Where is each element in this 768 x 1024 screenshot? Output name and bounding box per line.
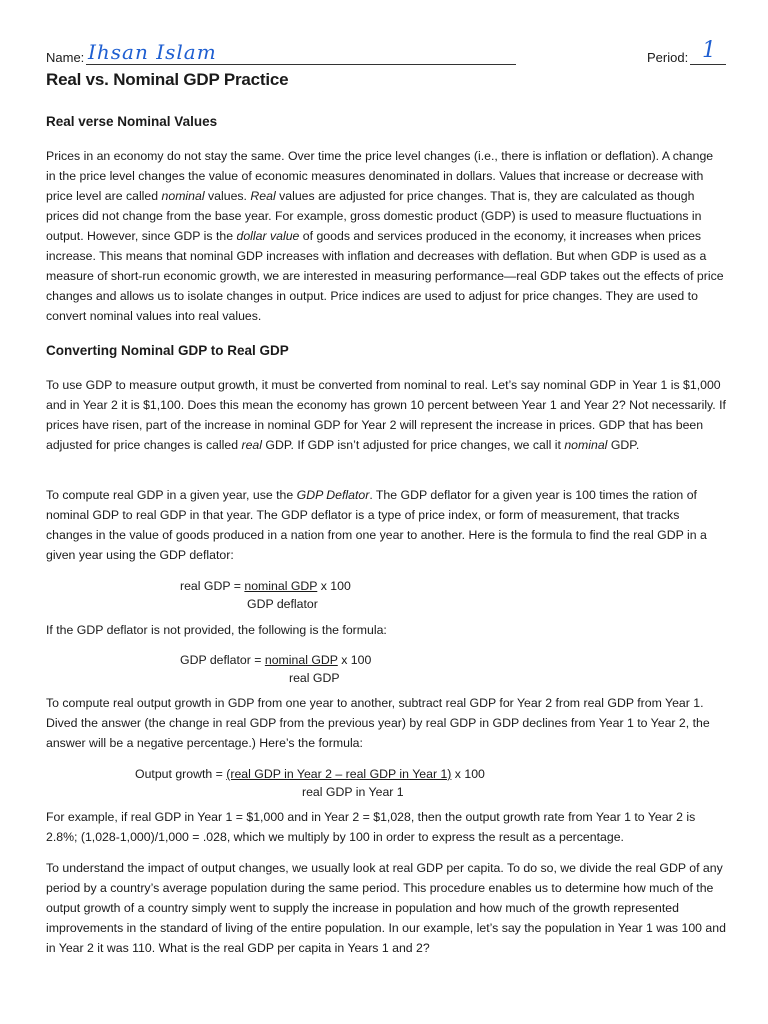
section2-paragraph-6: To understand the impact of output changes, we usually look at real GDP per capita. To do so, we divide the real GDP of any period by a country’s average population during the same period. This procedure enables us to determine how much of the output growth of a country simply went to supply the increase in population and how much of the growth represented improvements in the standard of living of the entire population. In our example, let’s say the population in Year 1 was 100 and in Year 2 it was 110. What is the real GDP per capita in Years 1 and 2?	[46, 861, 726, 955]
name-label: Name:	[46, 50, 85, 65]
section2-paragraph-5: For example, if real GDP in Year 1 = $1,000 and in Year 2 = $1,028, then the output growth rate from Year 1 to Year 2 is 2.8%; (1,028-1,000)/1,000 = .028, which we multiply by 100 in order to express the result as a percentage.	[46, 810, 696, 844]
formula-tail: x 100	[451, 767, 485, 781]
formula-gdp-deflator	[180, 651, 372, 685]
header-row	[46, 38, 726, 70]
formula-lhs: Output growth =	[135, 767, 227, 781]
page-title: Real vs. Nominal GDP Practice	[46, 70, 289, 89]
formula-numerator: (real GDP in Year 2 – real GDP in Year 1)	[226, 767, 452, 781]
section1-heading: Real verse Nominal Values	[46, 114, 218, 129]
name-value: Ihsan Islam	[88, 40, 217, 64]
section2-heading: Converting Nominal GDP to Real GDP	[46, 343, 289, 358]
formula-lhs: GDP deflator =	[180, 653, 265, 667]
section2-paragraph-2: To compute real GDP in a given year, use the GDP Deflator. The GDP deflator for a given year is 100 times the ration of nominal GDP to real GDP in that year. The GDP deflator is a type of price index, or form of measurement, that tracks changes in the value of goods produced in a nation from one year to another. Here is the formula to find the real GDP in a given year using the GDP deflator:	[46, 488, 707, 562]
period-label: Period:	[647, 50, 689, 65]
period-line	[690, 64, 726, 65]
section2-paragraph-1: To use GDP to measure output growth, it must be converted from nominal to real. Let’s say nominal GDP in Year 1 is $1,000 and in Year 2 it is $1,100. Does this mean the economy has grown 10 percent between Year 1 and Year 2? Not necessarily. If prices have risen, part of the increase in nominal GDP for Year 2 will represent the increase in prices. GDP that has been adjusted for price changes is called real GDP. If GDP isn’t adjusted for price changes, we call it nominal GDP.	[46, 378, 726, 452]
formula-numerator: nominal GDP	[244, 579, 318, 593]
formula-denominator: real GDP in Year 1	[302, 785, 404, 799]
formula-numerator: nominal GDP	[264, 653, 338, 667]
formula-lhs: real GDP =	[180, 579, 245, 593]
formula-tail: x 100	[317, 579, 351, 593]
section1-paragraph: Prices in an economy do not stay the same. Over time the price level changes (i.e., there is inflation or deflation). A change in the price level changes the value of economic measures denominated in dollars. Values that increase or decrease with price level are called nominal values. Real values are adjusted for price changes. That is, they are calculated as though prices did not change from the base year. For example, gross domestic product (GDP) is used to measure fluctuations in output. However, since GDP is the dollar value of goods and services produced in the economy, it increases when prices increase. This means that nominal GDP increases with inflation and decreases with deflation. But when GDP is used as a measure of short-run economic growth, we are interested in measuring performance—real GDP takes out the effects of price changes and allows us to isolate changes in output. Price indices are used to adjust for price changes. They are used to convert nominal values into real values.	[46, 149, 724, 323]
formula-tail: x 100	[337, 653, 372, 667]
formula-denominator: real GDP	[289, 671, 340, 685]
formula-real-gdp	[180, 577, 351, 611]
section2-paragraph-4: To compute real output growth in GDP from one year to another, subtract real GDP for Year 2 from real GDP from Year 1. Dived the answer (the change in real GDP from the previous year) by real GDP in GDP declines from Year 1 to Year 2, the answer will be a negative percentage.) Here’s the formula:	[46, 696, 710, 750]
period-value: 1	[702, 38, 716, 63]
name-line	[86, 64, 516, 65]
formula-output-growth	[135, 765, 485, 799]
formula-denominator: GDP deflator	[247, 597, 318, 611]
section2-paragraph-3: If the GDP deflator is not provided, the following is the formula:	[46, 623, 387, 637]
